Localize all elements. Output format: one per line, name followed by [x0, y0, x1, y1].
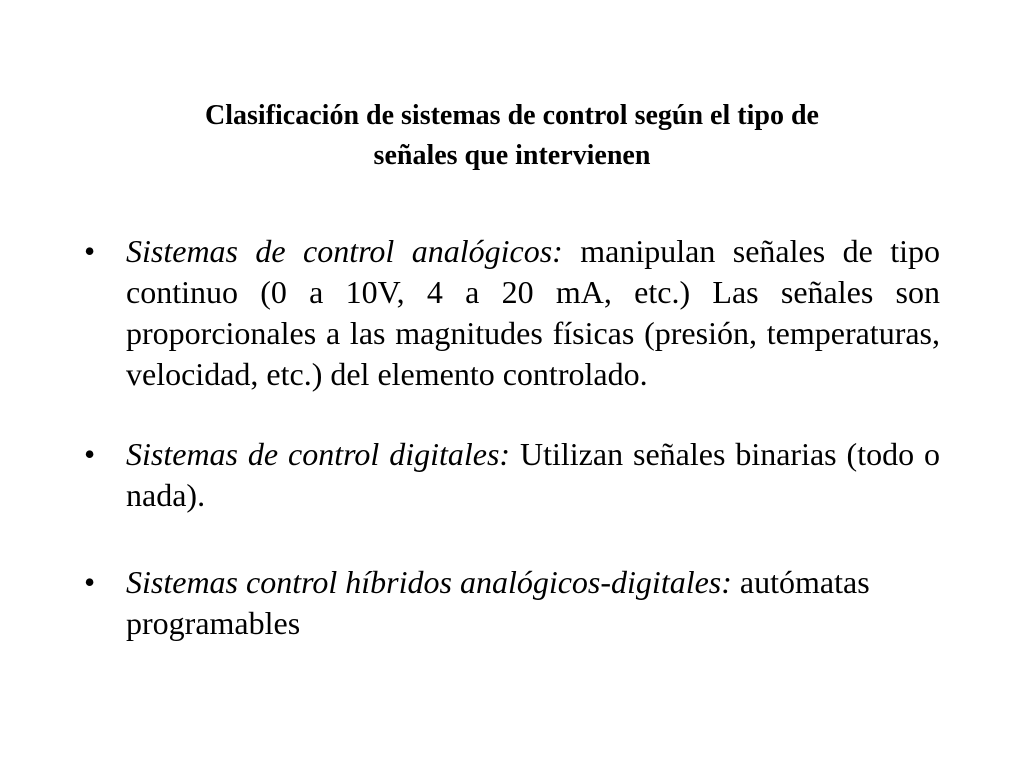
bullet-term: Sistemas de control analógicos: [126, 233, 563, 269]
bullet-marker: • [84, 436, 96, 472]
slide-title-line-2: señales que intervienen [373, 140, 651, 171]
bullet-item-analog [84, 231, 940, 395]
bullet-item-digital [84, 434, 940, 516]
bullet-marker: • [84, 564, 96, 600]
bullet-term: Sistemas control híbridos analógicos-digitales: [126, 564, 732, 600]
bullet-text: Utilizan señales binarias (todo o nada). [126, 436, 941, 513]
bullet-marker: • [84, 233, 96, 269]
bullet-text: manipulan señales de tipo continuo (0 a 10V, 4 a 20 mA, etc.) Las señales son proporcionales a las magnitudes físicas (presión, temperaturas, velocidad, etc.) del elemento controlado. [126, 233, 941, 392]
bullet-text: autómatas programables [126, 564, 870, 641]
bullet-item-hybrid [84, 562, 940, 644]
bullet-term: Sistemas de control digitales: [126, 436, 511, 472]
slide-title [100, 96, 924, 176]
slide-title-line-1: Clasificación de sistemas de control según el tipo de [205, 100, 819, 131]
bullet-list [84, 231, 940, 686]
